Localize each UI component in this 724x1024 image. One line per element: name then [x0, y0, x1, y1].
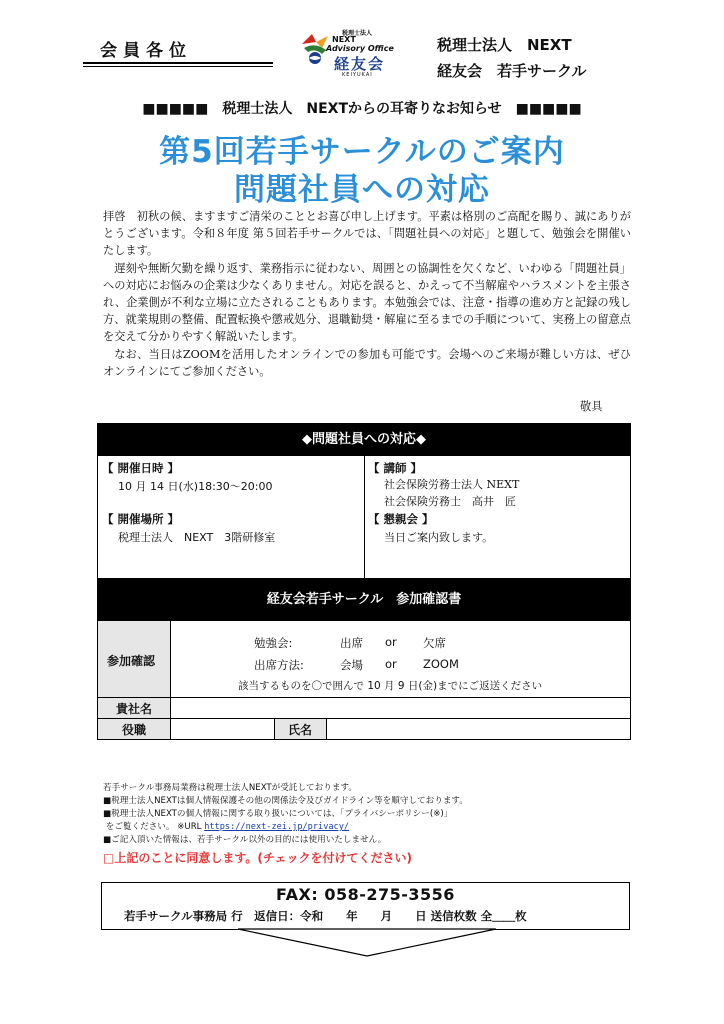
note-line: 若手サークル事務局業務は税理士法人NEXTが受託しております。 [103, 783, 357, 793]
letter-body [103, 208, 631, 380]
paragraph-overview: 遅刻や無断欠勤を繰り返す、業務指示に従わない、周囲との協調性を欠くなど、いわゆる「問題社員」への対応にお悩みの企業は少なくありません。対応を誤ると、かえって不当解雇やハラスメントを主張され、企業側が不利な立場に立たされることもあります。本勉強会では、注意・指導の進め方と記録の残し方、就業規則の整備、配置転換や懲戒処分、退職勧奨・解雇に至るまでの手順について、実務上の留意点を交えて分かりやすく解説いたします。 [103, 261, 631, 344]
consent-checkbox[interactable]: □上記のことに同意します。(チェックを付けてください) [103, 851, 412, 865]
privacy-policy-link[interactable]: https://next-zei.jp/privacy/ [204, 822, 350, 832]
form-header: 経友会若手サークル 参加確認書 [98, 579, 630, 621]
fax-send-line: 若手サークル事務局 行 返信日：令和 年 月 日 送信枚数 全＿＿枚 [124, 909, 527, 923]
study-label: 勉強会: [254, 636, 293, 650]
confirm-label: 参加確認 [107, 654, 156, 668]
logo-advisory-label: Advisory Office [326, 44, 394, 53]
response-grid [98, 621, 630, 739]
date-value: 10 月 14 日(水)18:30～20:00 [118, 480, 273, 493]
grid-line [98, 718, 630, 719]
fax-box [101, 882, 630, 930]
grid-line [170, 621, 171, 739]
logo-firm-label: 税理士法人 [342, 30, 373, 37]
underline [83, 62, 273, 64]
org-circle-name: 経友会 若手サークル [437, 62, 587, 80]
company-field[interactable] [174, 699, 626, 716]
grid-line [326, 718, 327, 739]
logo-keiyukai-kana: KEIYUKAI [342, 72, 373, 78]
return-instruction: 該当するものを〇で囲んで 10 月 9 日(金)までにご返送ください [238, 680, 543, 692]
closing: 敬具 [580, 400, 603, 413]
paragraph-online: なお、当日はZOOMを活用したオンラインでの参加も可能です。会場へのご来場が難しい方は、ぜひオンラインにてご参加ください。 [103, 347, 631, 378]
attend-option[interactable]: 出席 [340, 636, 363, 650]
grid-line [274, 718, 275, 739]
place-value: 税理士法人 NEXT 3階研修室 [118, 531, 276, 544]
note-line: ■税理士法人NEXTの個人情報に関する取り扱いについては、「プライバシーポリシー(※)」 [103, 809, 453, 819]
event-header: ◆問題社員への対応◆ [98, 424, 630, 456]
org-name: 税理士法人 NEXT [437, 36, 572, 54]
name-field[interactable] [330, 720, 626, 737]
notice-banner: ■■■■■ 税理士法人 NEXTからの耳寄りなお知らせ ■■■■■ [142, 101, 582, 117]
privacy-notes [103, 782, 468, 847]
event-details [98, 456, 630, 579]
or-text: or [385, 635, 397, 649]
down-arrow-icon [237, 928, 497, 958]
name-label: 氏名 [288, 723, 313, 737]
position-label: 役職 [122, 723, 147, 737]
absent-option[interactable]: 欠席 [423, 636, 446, 650]
note-url-prefix: をご覧ください。 ※URL [105, 822, 202, 832]
lecturer-label: 【 講師 】 [368, 461, 423, 475]
keiyukai-logo [294, 28, 414, 80]
underline [83, 66, 273, 67]
logo-keiyukai-label: 経友会 [334, 55, 386, 73]
fax-number: FAX: 058-275-3556 [276, 885, 455, 904]
column-divider [364, 456, 365, 578]
note-line [103, 821, 468, 834]
note-line: ■ご記入頂いた情報は、若手サークル以外の目的には使用いたしません。 [103, 835, 387, 845]
or-text: or [385, 657, 397, 671]
event-form-box [97, 423, 631, 740]
party-value: 当日ご案内致します。 [384, 531, 494, 544]
party-label: 【 懇親会 】 [368, 512, 434, 526]
zoom-option[interactable]: ZOOM [423, 657, 459, 671]
recipients-label: 会員各位 [100, 41, 192, 61]
place-label: 【 開催場所 】 [102, 512, 180, 526]
date-label: 【 開催日時 】 [102, 461, 180, 475]
paragraph-greeting: 拝啓 初秋の候、ますますご清栄のこととお喜び申し上げます。平素は格別のご高配を賜り、誠にありがとうございます。令和８年度 第５回若手サークルでは、「問題社員への対応」と題して、勉強会を開催いたします。 [103, 210, 631, 258]
logo-next-label: NEXT [332, 35, 356, 44]
sub-title: 問題社員への対応 [234, 172, 490, 208]
note-line: ■税理士法人NEXTは個人情報保護その他の関係法令及びガイドライン等を順守しております。 [103, 796, 468, 806]
lecturer-firm: 社会保険労務士法人 NEXT [384, 478, 520, 491]
position-field[interactable] [174, 720, 270, 737]
grid-line [98, 697, 630, 698]
main-title: 第5回若手サークルのご案内 [159, 134, 565, 170]
method-label: 出席方法: [254, 658, 304, 672]
lecturer-name: 社会保険労務士 高井 匠 [384, 495, 516, 508]
venue-option[interactable]: 会場 [340, 658, 363, 672]
company-label: 貴社名 [116, 702, 153, 716]
